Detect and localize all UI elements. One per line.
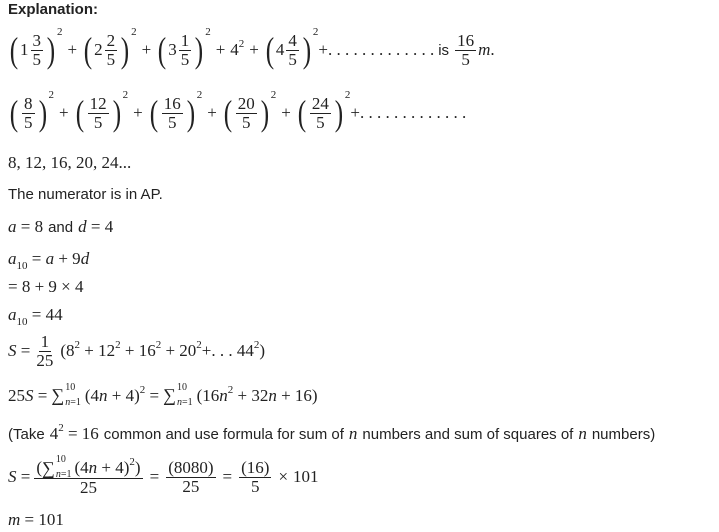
series-mixed-fractions: ( 1 $\frac{3}{5}$ ) $^2$ + ( 2 $\frac{2}{5}$ ) $^2$ + ( 3 $\frac{1}{5}$ ) $^2$ + $4^2$ + ( 4 $\frac{4}{5}$ ) $^2$ +. . . . . . . . . . . . . is $\frac{16}{5}$ m . <box>9 26 495 71</box>
numerator-sequence: 8, 12, 16, 20, 24... <box>8 153 132 172</box>
a10-result: $a_{10} = 44$ <box>8 305 63 328</box>
sum-final-fraction: S = ( ∑ 10 n=1 $(4n + 4)^2$) 25 = $\frac{(8080)}{25}$ = $\frac{(16)}{5}$ × 101 <box>8 454 319 497</box>
series-improper-fractions: ( $\frac{8}{5}$ ) $^2$ + ( $\frac{12}{5}$ ) $^2$ + ( $\frac{16}{5}$ ) $^2$ + ( $\frac{20}{5}$ ) $^2$ + ( $\frac{24}{5}$ ) $^2$ +. . . . . . . . . . . . . <box>9 89 467 134</box>
numerator-ap-note: The numerator is in AP. <box>8 186 163 203</box>
sum-sigma-form: 25S = ∑ 10 n=1 $(4n + 4)^2$ = ∑ 10 n=1 $(16n^2 + 32n + 16)$ <box>8 381 318 408</box>
a10-substitution: = 8 + 9 × 4 <box>8 277 84 296</box>
sum-expression: S = $\frac{1}{25}$ ($8^2 + 12^2 + 16^2 + 20^2+$. . . $44^2$) <box>8 332 266 370</box>
a10-formula: $a_{10} = a + 9d$ <box>8 249 90 272</box>
a-and-d-values: a = 8 and d = 4 <box>8 217 114 236</box>
m-result: m = 101 <box>8 510 64 529</box>
explanation-heading: Explanation: <box>8 1 99 18</box>
take-common-note: (Take $4^2 = 16$ common and use formula for sum of n numbers and sum of squares of n numbers) <box>8 422 656 443</box>
